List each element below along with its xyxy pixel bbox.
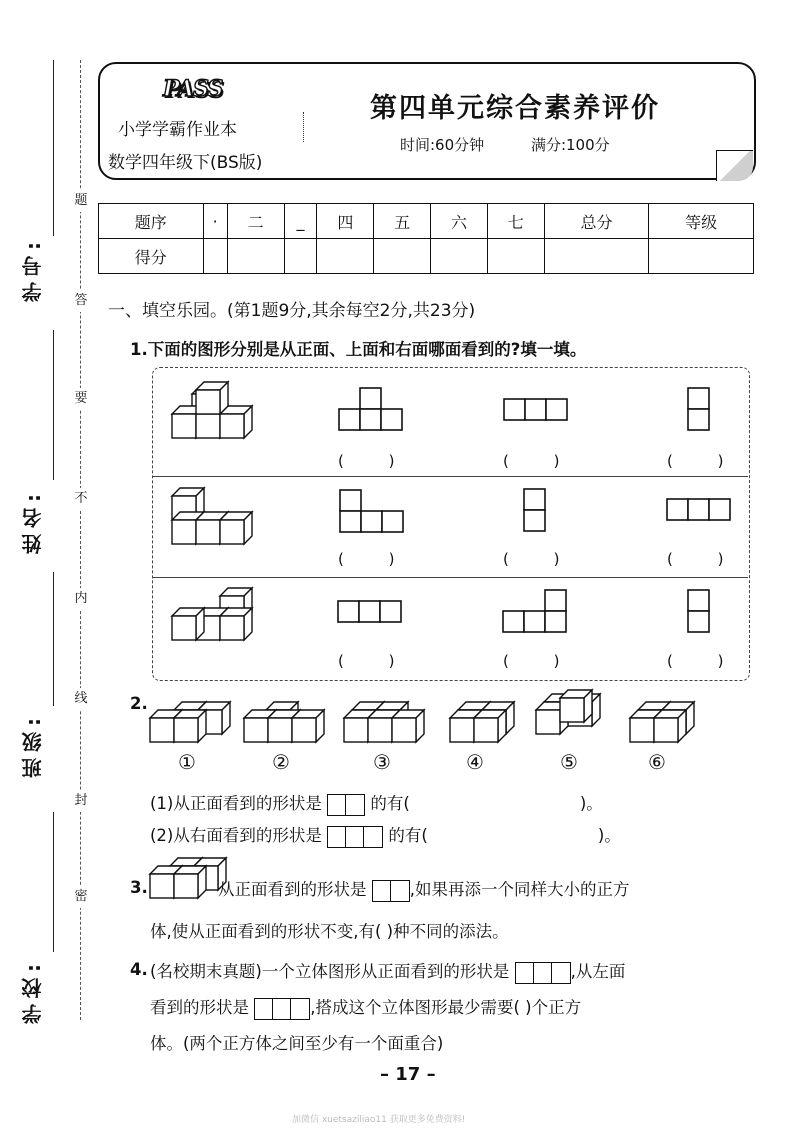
question-2-2 <box>150 822 621 848</box>
full-score: 满分:100分 <box>530 136 610 154</box>
solid-figure-1 <box>172 382 252 438</box>
view-figure <box>339 388 402 430</box>
page-title: 第四单元综合素养评价 <box>370 93 660 124</box>
answer-blank[interactable]: ( ) <box>667 652 744 670</box>
q2-1-close: )。 <box>579 794 603 813</box>
student-number-label: 学号: <box>21 236 45 302</box>
solid-figure-2 <box>172 488 252 544</box>
q2-1-text: 的有( <box>370 794 410 813</box>
view-figure <box>688 388 709 430</box>
question-4-number: 4. <box>130 960 148 979</box>
table-cell: 四 <box>317 204 374 239</box>
q2-1-text: (1)从正面看到的形状是 <box>150 794 322 813</box>
option-label: ② <box>272 750 290 774</box>
option-label: ③ <box>373 750 391 774</box>
q4-text: (名校期末真题)一个立体图形从正面看到的形状是 <box>150 962 510 981</box>
q4-text: ,从左面 <box>570 962 626 981</box>
section-title: 一、填空乐园。(第1题9分,其余每空2分,共23分) <box>108 301 476 321</box>
table-cell: 题序 <box>99 204 204 239</box>
grade-edition: 数学四年级下(BS版) <box>108 153 263 173</box>
answer-blank[interactable]: ( ) <box>338 652 415 670</box>
watermark: 加微信 xuetsaziliao11 获取更多免费资料! <box>292 1115 466 1125</box>
option-label: ⑤ <box>560 750 578 774</box>
answer-blank[interactable]: ( ) <box>503 452 580 470</box>
seal-char: 封 <box>70 790 92 812</box>
page-number: – 17 – <box>380 1064 436 1085</box>
q2-2-text: 的有( <box>388 826 428 845</box>
solid-figure-3 <box>172 588 252 640</box>
q2-2-close: )。 <box>597 826 621 845</box>
question-4-line-2 <box>150 994 581 1020</box>
q2-solid-1 <box>150 702 230 742</box>
seal-char: 题 <box>70 190 92 212</box>
question-3-line-1 <box>218 876 630 902</box>
question-1: 1.下面的图形分别是从正面、上面和右面哪面看到的?填一填。 <box>130 340 587 359</box>
seal-char: 线 <box>70 688 92 710</box>
answer-blank[interactable]: ( ) <box>338 550 415 568</box>
view-figure <box>504 399 567 420</box>
question-4-line-3: 体。(两个正方体之间至少有一个面重合) <box>150 1034 444 1053</box>
q4-text: 看到的形状是 <box>150 998 249 1017</box>
q2-2-text: (2)从右面看到的形状是 <box>150 826 322 845</box>
table-cell: 得分 <box>99 239 204 274</box>
student-name-label: 姓名: <box>21 488 45 554</box>
shape-three-squares <box>254 998 310 1020</box>
question-4-line-1 <box>150 958 625 984</box>
answer-blank[interactable]: ( ) <box>503 652 580 670</box>
question-3-number: 3. <box>130 878 148 897</box>
question-2-1 <box>150 790 603 816</box>
view-figure <box>688 590 709 632</box>
table-cell: 二 <box>227 204 284 239</box>
pass-logo: PASS <box>163 76 223 102</box>
table-cell: 等级 <box>649 204 754 239</box>
view-figure <box>524 489 545 531</box>
q2-solid-4 <box>450 702 514 742</box>
seal-char: 要 <box>70 388 92 410</box>
table-cell: 六 <box>431 204 488 239</box>
q2-solid-6 <box>630 702 694 742</box>
shape-three-squares <box>327 826 383 848</box>
q3-text: 从正面看到的形状是 <box>218 880 367 899</box>
option-label: ⑥ <box>648 750 666 774</box>
q3-text: ,如果再添一个同样大小的正方 <box>409 880 630 899</box>
seal-char: 密 <box>70 886 92 908</box>
answer-blank[interactable]: ( ) <box>667 452 744 470</box>
view-figure <box>503 590 566 632</box>
table-cell: 五 <box>374 204 431 239</box>
shape-two-squares <box>372 880 410 902</box>
question-2-number: 2. <box>130 694 148 713</box>
time-limit: 时间:60分钟 <box>400 136 485 154</box>
shape-two-squares <box>327 794 365 816</box>
class-label: 班级: <box>21 712 45 778</box>
answer-blank[interactable]: ( ) <box>667 550 744 568</box>
q2-solid-5 <box>536 690 600 734</box>
table-cell: 总分 <box>544 204 649 239</box>
series-name: 小学学霸作业本 <box>118 120 237 140</box>
q4-text: ,搭成这个立体图形最少需要( )个正方 <box>310 998 582 1017</box>
option-label: ① <box>178 750 196 774</box>
table-cell: · <box>203 204 227 239</box>
question-3-line-2: 体,使从正面看到的形状不变,有( )种不同的添法。 <box>150 922 509 941</box>
answer-blank[interactable]: ( ) <box>338 452 415 470</box>
answer-blank[interactable]: ( ) <box>503 550 580 568</box>
q3-solid <box>150 858 226 898</box>
view-figure <box>340 490 403 532</box>
seal-char: 答 <box>70 290 92 312</box>
table-cell: 七 <box>487 204 544 239</box>
shape-three-squares <box>515 962 571 984</box>
view-figure <box>667 499 730 520</box>
school-label: 学校: <box>21 958 45 1024</box>
seal-char: 内 <box>70 588 92 610</box>
seal-char: 不 <box>70 488 92 510</box>
q2-solid-3 <box>344 702 424 742</box>
q2-solid-2 <box>244 702 324 742</box>
view-figure <box>338 601 401 622</box>
option-label: ④ <box>466 750 484 774</box>
table-cell: _ <box>284 204 317 239</box>
